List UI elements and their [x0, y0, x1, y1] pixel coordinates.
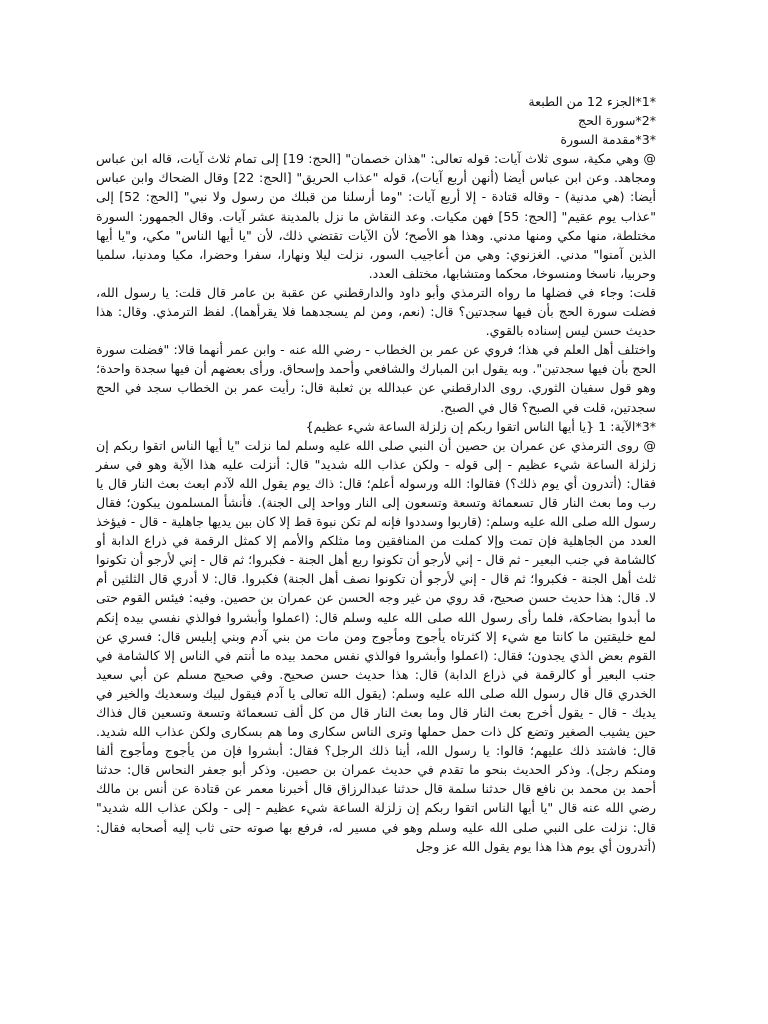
document-body — [96, 92, 656, 856]
intro-paragraph: @ وهي مكية، سوى ثلاث آيات: قوله تعالى: "هذان خصمان" [الحج: 19] إلى تمام ثلاث آيات، قاله ابن عباس ومجاهد. وعن ابن عباس أيضا (أنهن أربع آيات)، قوله "عذاب الحريق" [الحج: 22] وقال الضحاك وابن عباس أيضا: (هي مدنية) - وقاله قتادة - إلا أربع آيات: "وما أرسلنا من قبلك من رسول ولا نبي" [الحج: 52] إلى "عذاب يوم عقيم" [الحج: 55] فهن مكيات. وعد النقاش ما نزل بالمدينة عشر آيات. وقال الجمهور: السورة مختلطة، منها مكي ومنها مدني. وهذا هو الأصح؛ لأن الآيات تقتضي ذلك، لأن "يا أيها الناس" مكي، و"يا أيها الذين آمنوا" مدني. الغزنوي: وهي من أعاجيب السور، نزلت ليلا ونهارا، سفرا وحضرا، مكيا ومدنيا، سلميا وحربيا، ناسخا ومنسوخا، محكما ومتشابها، مختلف العدد. — [96, 151, 657, 281]
surah-heading: *2*سورة الحج — [578, 113, 656, 129]
virtue-paragraph: قلت: وجاء في فضلها ما رواه الترمذي وأبو داود والدارقطني عن عقبة بن عامر قال قلت: يا رسول الله، فضلت سورة الحج بأن فيها سجدتين؟ قال: (نعم، ومن لم يسجدهما فلا يقرأهما). لفظ الترمذي. وقال: هذا حديث حسن ليس إسناده بالقوي. — [96, 284, 656, 339]
part-heading: *1*الجزء 12 من الطبعة — [528, 94, 656, 109]
intro-heading: *3*مقدمة السورة — [560, 132, 656, 148]
commentary-paragraph: @ روى الترمذي عن عمران بن حصين أن النبي صلى الله عليه وسلم لما نزلت "يا أيها الناس اتقوا ربكم إن زلزلة الساعة شيء عظيم - إلى قوله - ولكن عذاب الله شديد" قال: أنزلت عليه هذا الآية وهو في سفر فقال: (أتدرون أي يوم ذلك؟) فقالوا: الله ورسوله أعلم؛ قال: ذاك يوم يقول الله لآدم ابعث بعث النار قال يا رب وما بعث النار قال تسعمائة وتسعة وتسعون إلى النار وواحد إلى الجنة). فأنشأ المسلمون يبكون؛ فقال رسول الله صلى الله عليه وسلم: (قاربوا وسددوا فإنه لم تكن نبوة قط إلا كان بين يديها جاهلية - قال - فيؤخذ العدد من الجاهلية فإن تمت وإلا كملت من المنافقين وما مثلكم والأمم إلا كمثل الرقمة في ذراع الدابة أو كالشامة في جنب البعير - ثم قال - إني لأرجو أن تكونوا ربع أهل الجنة - فكبروا؛ ثم قال - إني لأرجو أن تكونوا ثلث أهل الجنة - فكبروا؛ ثم قال - إني لأرجو أن تكونوا نصف أهل الجنة) فكبروا. قال: لا أدري قال الثلثين أم لا. قال: هذا حديث حسن صحيح، قد روي من غير وجه الحسن عن عمران بن حصين. وفيه: فيئس القوم حتى ما أبدوا بضاحكة، فلما رأى رسول الله صلى الله عليه وسلم قال: (اعملوا وأبشروا فوالذي نفسي بيده إنكم لمع خليقتين ما كانتا مع شيء إلا كثرتاه يأجوج ومأجوج ومن مات من بني آدم وبني إبليس قال: فسري عن القوم بعض الذي يجدون؛ فقال: (اعملوا وأبشروا فوالذي نفس محمد بيده ما أنتم في الناس إلا كالشامة في جنب البعير أو كالرقمة في ذراع الدابة) قال: هذا حديث حسن صحيح. وفي صحيح مسلم عن أبي سعيد الخدري قال قال رسول الله صلى الله عليه وسلم: (يقول الله تعالى يا آدم فيقول لبيك وسعديك والخير في يديك - قال - يقول أخرج بعث النار قال وما بعث النار قال من كل ألف تسعمائة وتسعة وتسعين قال فذاك حين يشيب الصغير وتضع كل ذات حمل حملها وترى الناس سكارى وما هم بسكارى ولكن عذاب الله شديد. قال: فاشتد ذلك عليهم؛ قالوا: يا رسول الله، أينا ذلك الرجل؟ فقال: أبشروا فإن من يأجوج ومأجوج ألفا ومنكم رجل). وذكر الحديث بنحو ما تقدم في حديث عمران بن حصين. وذكر أبو جعفر النحاس قال: حدثنا أحمد بن محمد بن نافع قال حدثنا سلمة قال حدثنا عبدالرزاق قال أخبرنا معمر عن قتادة عن أنس بن مالك رضي الله عنه قال "يا أيها الناس اتقوا ربكم إن زلزلة الساعة شيء عظيم - إلى - ولكن عذاب الله شديد" قال: نزلت على النبي صلى الله عليه وسلم وهو في مسير له، فرفع بها صوته حتى ثاب إليه أصحابه فقال: (أتدرون أي يوم هذا هذا يوم يقول الله عز وجل — [96, 437, 656, 854]
verse-heading: *3*الآية: 1 {يا أيها الناس اتقوا ربكم إن زلزلة الساعة شيء عظيم} — [305, 418, 656, 434]
scholars-paragraph: واختلف أهل العلم في هذا؛ فروي عن عمر بن الخطاب - رضي الله عنه - وابن عمر أنهما قالا: "فضلت سورة الحج بأن فيها سجدتين". وبه يقول ابن المبارك والشافعي وأحمد وإسحاق. ورأى بعضهم أن فيها سجدة واحدة؛ وهو قول سفيان الثوري. روى الدارقطني عن عبدالله بن ثعلبة قال: رأيت عمر بن الخطاب سجد في الحج سجدتين، قلت في الصبح؟ قال في الصبح. — [96, 342, 656, 415]
